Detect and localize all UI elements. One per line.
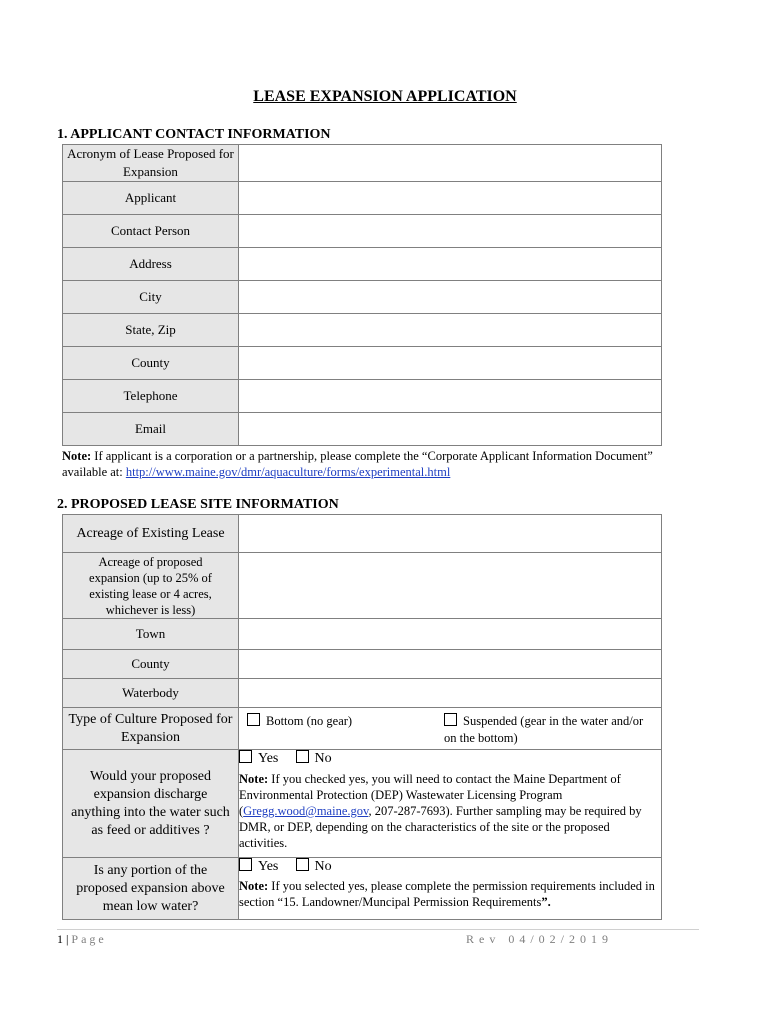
bottom-option[interactable] <box>247 713 352 729</box>
county-input[interactable] <box>239 347 662 380</box>
note-label: Note: <box>62 449 92 463</box>
row-label-address: Address <box>63 248 239 281</box>
row-label-city: City <box>63 281 239 314</box>
row-label-email: Email <box>63 413 239 446</box>
revision-date: Rev 04/02/2019 <box>466 932 613 946</box>
row-label-acronym: Acronym of Lease Proposed for Expansion <box>63 145 239 182</box>
experimental-forms-link[interactable]: http://www.maine.gov/dmr/aquaculture/forms/experimental.html <box>125 465 451 479</box>
row-label-site-county: County <box>63 650 239 679</box>
table-row <box>63 619 662 650</box>
table-row <box>63 858 662 920</box>
proposed-acreage-input[interactable] <box>239 553 662 619</box>
discharge-yes-label: Yes <box>258 751 279 766</box>
applicant-contact-table <box>62 144 662 446</box>
table-row <box>63 650 662 679</box>
discharge-cell <box>239 750 662 858</box>
row-label-town: Town <box>63 619 239 650</box>
discharge-no-option[interactable] <box>296 750 332 767</box>
row-label-telephone: Telephone <box>63 380 239 413</box>
table-row <box>63 314 662 347</box>
row-label-waterbody: Waterbody <box>63 679 239 708</box>
low-water-yes-option[interactable] <box>239 858 278 875</box>
page-title: LEASE EXPANSION APPLICATION <box>253 88 517 105</box>
table-row <box>63 708 662 750</box>
row-label-contact-person: Contact Person <box>63 215 239 248</box>
low-water-no-option[interactable] <box>296 858 332 875</box>
footer-page <box>57 932 107 947</box>
table-row <box>63 281 662 314</box>
acronym-input[interactable] <box>239 145 662 182</box>
table-row <box>63 679 662 708</box>
low-water-note <box>239 878 661 910</box>
discharge-note-text: If you checked yes, you will need to contact the Maine Department of Environmental Protection (DEP) Wastewater Licensing Program ( <box>239 772 621 818</box>
note-text: If applicant is a corporation or a partnership, please complete the “Corporate Applicant Information Document” available at: <box>62 449 653 479</box>
corporate-applicant-note <box>62 448 672 480</box>
row-label-applicant: Applicant <box>63 182 239 215</box>
lease-site-table <box>62 514 662 920</box>
town-input[interactable] <box>239 619 662 650</box>
email-input[interactable] <box>239 413 662 446</box>
table-row <box>63 750 662 858</box>
table-row <box>63 413 662 446</box>
dep-email-link[interactable]: Gregg.wood@maine.gov <box>243 804 369 818</box>
discharge-note-text-2: , 207-287-7693). Further sampling may be required by DMR, or DEP, depending on the characteristics of the site or the proposed activities. <box>239 804 642 850</box>
suspended-option[interactable] <box>444 713 644 747</box>
row-label-discharge: Would your proposed expansion discharge anything into the water such as feed or additives ? <box>63 750 239 858</box>
row-label-state-zip: State, Zip <box>63 314 239 347</box>
address-input[interactable] <box>239 248 662 281</box>
city-input[interactable] <box>239 281 662 314</box>
table-row <box>63 145 662 182</box>
row-label-low-water: Is any portion of the proposed expansion above mean low water? <box>63 858 239 920</box>
suspended-option-label: Suspended (gear in the water and/or on the bottom) <box>444 714 644 745</box>
site-county-input[interactable] <box>239 650 662 679</box>
low-water-yes-label: Yes <box>258 859 279 874</box>
discharge-note <box>239 771 661 851</box>
table-row <box>63 380 662 413</box>
culture-type-options <box>239 708 662 750</box>
bottom-option-label: Bottom (no gear) <box>266 714 353 728</box>
row-label-proposed-acreage: Acreage of proposed expansion (up to 25% of existing lease or 4 acres, whichever is less) <box>63 553 239 619</box>
contact-person-input[interactable] <box>239 215 662 248</box>
discharge-no-label: No <box>314 751 332 766</box>
discharge-yes-checkbox[interactable] <box>239 750 252 763</box>
discharge-yes-option[interactable] <box>239 750 278 767</box>
low-water-no-label: No <box>314 859 332 874</box>
low-water-note-end: ”. <box>541 895 551 909</box>
page-word: Page <box>71 932 107 946</box>
table-row <box>63 347 662 380</box>
discharge-no-checkbox[interactable] <box>296 750 309 763</box>
existing-acreage-input[interactable] <box>239 515 662 553</box>
suspended-checkbox[interactable] <box>444 713 457 726</box>
waterbody-input[interactable] <box>239 679 662 708</box>
low-water-yes-checkbox[interactable] <box>239 858 252 871</box>
section-2-heading: 2. PROPOSED LEASE SITE INFORMATION <box>57 497 339 512</box>
low-water-note-label: Note: <box>239 879 269 893</box>
row-label-culture-type: Type of Culture Proposed for Expansion <box>63 708 239 750</box>
low-water-cell <box>239 858 662 920</box>
table-row <box>63 248 662 281</box>
state-zip-input[interactable] <box>239 314 662 347</box>
low-water-no-checkbox[interactable] <box>296 858 309 871</box>
telephone-input[interactable] <box>239 380 662 413</box>
row-label-county: County <box>63 347 239 380</box>
row-label-existing-acreage: Acreage of Existing Lease <box>63 515 239 553</box>
discharge-note-label: Note: <box>239 772 269 786</box>
bottom-checkbox[interactable] <box>247 713 260 726</box>
footer-divider <box>57 929 699 930</box>
low-water-note-text: If you selected yes, please complete the permission requirements included in section “15. Landowner/Muncipal Permission Requirements <box>239 879 655 909</box>
table-row <box>63 182 662 215</box>
table-row <box>63 553 662 619</box>
page-separator: | <box>63 932 72 946</box>
table-row <box>63 515 662 553</box>
page-number: 1 <box>57 932 63 946</box>
table-row <box>63 215 662 248</box>
applicant-input[interactable] <box>239 182 662 215</box>
section-1-heading: 1. APPLICANT CONTACT INFORMATION <box>57 127 331 142</box>
